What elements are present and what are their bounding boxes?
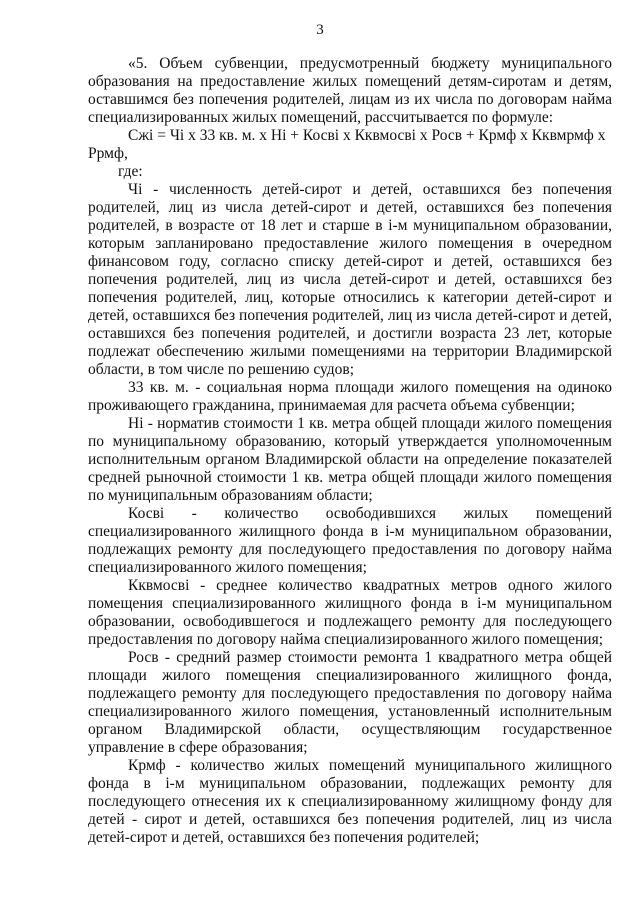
definition-kkvmosvi: Кквмосві - среднее количество квадратных метров одного жилого помещения специализированного жилищного фонда в і-м муниципальном образовании, освободившегося и подлежащего ремонту для последующего предоставления по договору найма специализированного жилого помещения; [88,577,612,648]
definition-kosvi: Косві - количество освободившихся жилых помещений специализированного жилищного фонда в і-м муниципальном образовании, подлежащих ремонту для последующего предоставления по договору найма специализированного жилого помещения; [88,505,612,576]
definition-krmf: Крмф - количество жилых помещений муниципального жилищного фонда в і-м муниципальном образовании, подлежащих ремонту для последующего отнесения их к специализированному жилищному фонду для детей - сирот и детей, оставшихся без попечения родителей, лиц из числа детей-сирот и детей, оставшихся без попечения родителей; [88,757,612,846]
definition-33-sqm: 33 кв. м. - социальная норма площади жилого помещения на одиноко проживающего гражданина, принимаемая для расчета объема субвенции; [88,379,612,414]
definition-rosv: Росв - средний размер стоимости ремонта 1 квадратного метра общей площади жилого помещения специализированного жилищного фонда, подлежащего ремонту для последующего предоставления по договору найма специализированного жилого помещения, установленный исполнительным органом Владимирской области, осуществляющим государственное управление в сфере образования; [88,649,612,756]
definition-chi: Чі - численность детей-сирот и детей, оставшихся без попечения родителей, лиц из числа детей-сирот и детей, оставшихся без попечения родителей, в возрасте от 18 лет и старше в і-м муниципальном образовании, которым запланировано предоставление жилого помещения в очередном финансовом году, согласно списку детей-сирот и детей, оставшихся без попечения родителей, лиц из числа детей-сирот и детей, оставшихся без попечения родителей, лиц, которые относились к категории детей-сирот и детей, оставшихся без попечения родителей, лиц из числа детей-сирот и детей, оставшихся без попечения родителей, и достигли возраста 23 лет, которые подлежат обеспечению жилыми помещениями на территории Владимирской области, в том числе по решению судов; [88,181,612,378]
page-number: 3 [316,22,324,38]
formula-where: где: [118,163,143,180]
definition-ni: Ні - норматив стоимости 1 кв. метра общей площади жилого помещения по муниципальному образованию, который утверждается уполномоченным исполнительным органом Владимирской области на определение показателей средней рыночной стоимости 1 кв. метра общей площади жилого помещения по муниципальным образованиям области; [88,415,612,504]
paragraph-subvention-intro: «5. Объем субвенции, предусмотренный бюджету муниципального образования на предоставление жилых помещений детям-сиротам и детям, оставшимся без попечения родителей, лицам из их числа по договорам найма специализированных жилых помещений, рассчитывается по формуле: [88,55,612,126]
document-body [88,55,612,847]
formula: Сжі = Чі х 33 кв. м. х Ні + Косві х Кквмосві х Росв + Крмф х Кквмрмф х Ррмф, [88,127,606,162]
